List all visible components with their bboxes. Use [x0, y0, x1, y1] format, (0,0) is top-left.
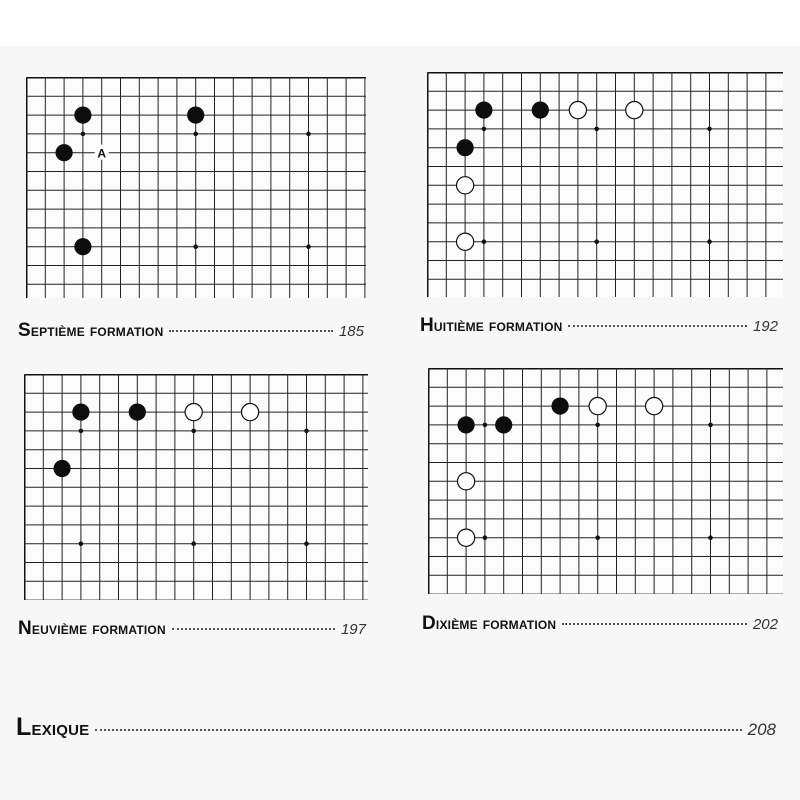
white-stone — [458, 473, 475, 490]
white-stone — [458, 529, 475, 546]
hoshi-point — [483, 535, 488, 540]
black-stone — [72, 404, 89, 421]
toc-page-neuvieme: 197 — [340, 621, 366, 638]
go-board-dixieme — [428, 368, 783, 594]
hoshi-point — [304, 541, 309, 546]
hoshi-point — [482, 127, 487, 132]
black-stone — [56, 144, 73, 161]
hoshi-point — [707, 239, 712, 244]
black-stone — [187, 107, 204, 124]
hoshi-point — [708, 423, 713, 428]
white-stone — [185, 404, 202, 421]
hoshi-point — [306, 132, 311, 137]
black-stone — [532, 102, 549, 119]
hoshi-point — [483, 423, 488, 428]
go-board-neuvieme — [24, 374, 368, 600]
toc-title-neuvieme: Neuvième formation — [18, 618, 166, 639]
hoshi-point — [595, 423, 600, 428]
black-stone — [475, 102, 492, 119]
hoshi-point — [595, 535, 600, 540]
hoshi-point — [81, 132, 86, 137]
go-board-huitieme — [427, 72, 783, 297]
hoshi-point — [482, 239, 487, 244]
toc-page-lexique: 208 — [747, 720, 776, 739]
toc-entry-huitieme[interactable] — [420, 315, 778, 337]
position-marker-label: A — [97, 146, 107, 161]
white-stone — [589, 398, 606, 415]
toc-page-huitieme: 192 — [752, 318, 778, 335]
white-stone — [457, 233, 474, 250]
toc-leader-dots — [562, 623, 747, 625]
black-stone — [74, 107, 91, 124]
toc-title-lexique: Lexique — [16, 713, 90, 741]
toc-leader-dots — [95, 729, 741, 731]
hoshi-point — [594, 127, 599, 132]
black-stone — [552, 398, 569, 415]
hoshi-point — [707, 127, 712, 132]
white-stone — [626, 102, 643, 119]
hoshi-point — [79, 541, 84, 546]
toc-entry-septieme[interactable] — [18, 320, 364, 342]
hoshi-point — [193, 132, 198, 137]
black-stone — [74, 238, 91, 255]
toc-leader-dots — [169, 330, 333, 332]
hoshi-point — [191, 541, 196, 546]
toc-page-dixieme: 202 — [752, 616, 778, 633]
hoshi-point — [306, 244, 311, 249]
toc-title-septieme: Septième formation — [18, 320, 164, 341]
toc-title-dixieme: dixième formation — [422, 613, 557, 634]
hoshi-point — [191, 429, 196, 434]
toc-entry-neuvieme[interactable] — [18, 618, 366, 640]
black-stone — [495, 416, 512, 433]
hoshi-point — [594, 239, 599, 244]
black-stone — [54, 460, 71, 477]
hoshi-point — [708, 535, 713, 540]
hoshi-point — [304, 429, 309, 434]
white-stone — [646, 398, 663, 415]
white-stone — [569, 102, 586, 119]
white-stone — [242, 404, 259, 421]
white-stone — [457, 177, 474, 194]
page-top-margin — [0, 0, 800, 46]
toc-leader-dots — [172, 628, 335, 630]
hoshi-point — [193, 244, 198, 249]
hoshi-point — [79, 429, 84, 434]
toc-page-septieme: 185 — [338, 323, 364, 340]
toc-leader-dots — [568, 325, 746, 327]
black-stone — [457, 139, 474, 156]
black-stone — [129, 404, 146, 421]
toc-title-huitieme: huitième formation — [420, 315, 563, 336]
black-stone — [458, 416, 475, 433]
go-board-septieme — [26, 77, 366, 298]
toc-entry-dixieme[interactable] — [422, 613, 778, 635]
toc-entry-lexique[interactable] — [16, 713, 776, 742]
